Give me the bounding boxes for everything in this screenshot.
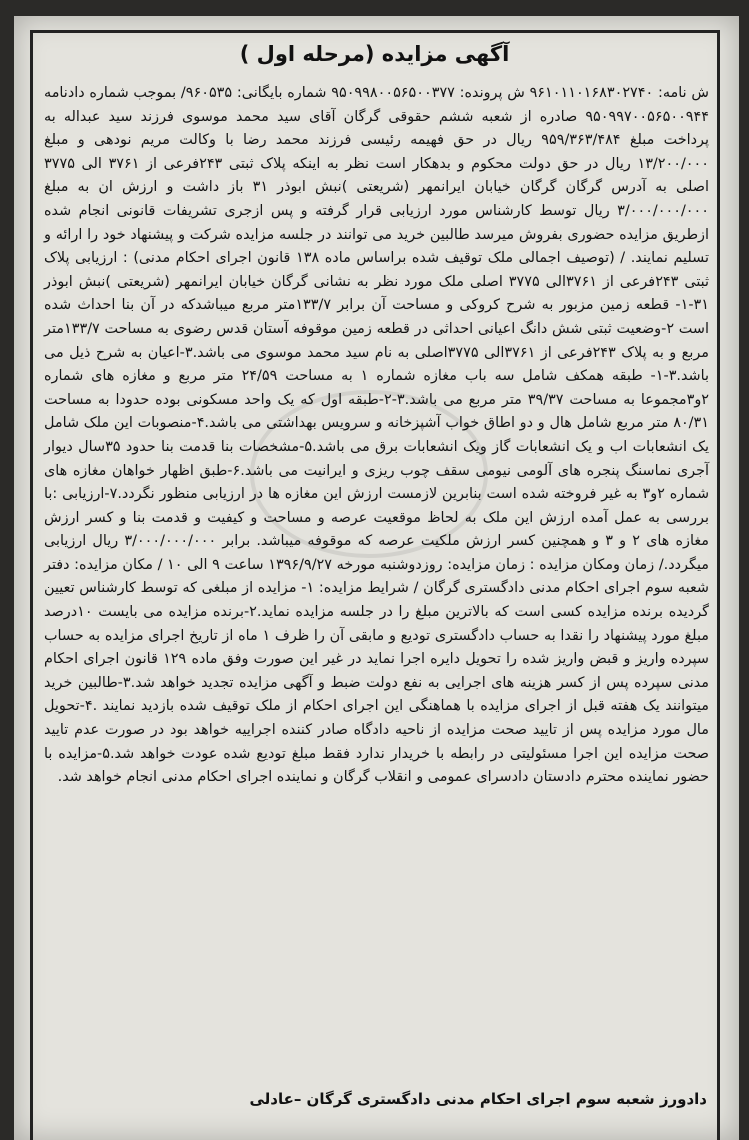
- notice-body: [44, 82, 709, 790]
- notice-paragraph: ش نامه: ۹۶۱۰۱۱۰۱۶۸۳۰۲۷۴۰ ش پرونده: ۹۵۰۹۹۸۰۰۵۶۵۰۰۳۷۷ شماره بایگانی: ۹۶۰۵۳۵/ بموجب شماره دادنامه ۹۵۰۹۹۷۰۰۵۶۵۰۰۹۴۴ صادره از شعبه ششم حقوقی گرگان آقای سید محمد موسوی فرزند سید عبداله به پرداخت مبلغ ۹۵۹/۳۶۳/۴۸۴ ریال در حق فهیمه رئیسی فرزند محمد رضا با وکالت مریم نودهی و مبلغ ۱۳/۲۰۰/۰۰۰ ریال در حق دولت محکوم و بدهکار است نظر به اینکه پلاک ثبتی ۲۴۳فرعی از ۳۷۶۱ الی ۳۷۷۵ اصلی به آدرس گرگان گرگان خیابان ایرانمهر (شریعتی )نبش ابوذر ۳۱ باز داشت و ارزش ان به مبلغ ۳/۰۰۰/۰۰۰/۰۰۰ ریال توسط کارشناس مورد ارزیابی قرار گرفته و پس ازجری تشریفات قانونی انجام شده ازطریق مزایده حضوری بفروش میرسد طالبین خرید می توانند در جلسه مزایده شرکت و پیشنهاد خود را ارائه و تسلیم نمایند. / (توصیف اجمالی ملک توقیف شده براساس ماده ۱۳۸ قانون اجرای احکام مدنی) : ارزیابی پلاک ثبتی ۲۴۳فرعی از ۳۷۶۱الی ۳۷۷۵ اصلی ملک مورد نظر به نشانی گرگان خیابان ایرانمهر (شریعتی )نبش ابوذر ۳۱-۱- قطعه زمین مزبور به شرح کروکی و مساحت آن برابر ۱۳۳/۷متر مربع میباشدکه در آن بنا احداث شده است ۲-وضعیت ثبتی شش دانگ اعیانی احداثی در قطعه زمین موقوفه آستان قدس رضوی به مساحت ۱۳۳/۷متر مربع و به پلاک ۲۴۳فرعی از ۳۷۶۱الی ۳۷۷۵اصلی به نام سید محمد موسوی می باشد.۳-اعیان به شرح ذیل می باشد.۳-۱- طبقه همکف شامل سه باب مغازه شماره ۱ به مساحت ۲۴/۵۹ متر مربع و مغازه های شماره ۲و۳مجموعا به مساحت ۳۹/۳۷ متر مربع می باشد.۳-۲-طبقه اول که یک واحد مسکونی بوده حدودا به مساحت ۸۰/۳۱ متر مربع شامل هال و دو اطاق خواب آشپزخانه و سرویس بهداشتی می باشد.۴-منصوبات این ملک شامل یک انشعابات اب و یک انشعابات گاز ویک انشعابات برق می باشد.۵-مشخصات بنا قدمت بنا حدود ۳۵سال دیوار آجری نماسنگ پنجره های آلومی نیومی سقف چوب ریزی و ایرانیت می باشد.۶-طبق اظهار خواهان مغازه های شماره ۲و۳ به غیر فروخته شده است بنابرین لازمست ارزش این مغازه ها در ارزیابی منظور نگردد.۷-ارزیابی :با بررسی به عمل آمده ارزش این ملک به لحاظ موقعیت عرصه و مساحت و کیفیت و قدمت بنا و کسر ارزش مغازه های ۲ و ۳ و همچنین کسر ارزش ملکیت عرصه که موقوفه میباشد. برابر ۳/۰۰۰/۰۰۰/۰۰۰ ریال ارزیابی میگردد./ زمان ومکان مزایده : زمان مزایده: روزدوشنبه مورخه ۱۳۹۶/۹/۲۷ ساعت ۹ الی ۱۰ / مکان مزایده: دفتر شعبه سوم اجرای احکام مدنی دادگستری گرگان / شرایط مزایده: ۱- مزایده از مبلغی که توسط کارشناس تعیین گردیده برنده مزایده کسی است که بالاترین مبلغ را در جلسه مزایده نماید.۲-برنده مزایده می بایست ۱۰درصد مبلغ مورد پیشنهاد را نقدا به حساب دادگستری تودیع و مابقی آن را ظرف ۱ ماه از تاریخ اجرای مزایده به حساب سپرده واریز و قبض واریز شده را تحویل دایره اجرا نماید در غیر این صورت وفق ماده ۱۲۹ قانون اجرای احکام مدنی سپرده پس از کسر هزینه های اجرایی به نفع دولت ضبط و آگهی مزایده تجدید خواهد شد.۳-طالبین خرید میتوانند یک هفته قبل از اجرای مزایده با هماهنگی این اجرای احکام از ملک توقیف شده بازدید نمایند .۴-تحویل مال مورد مزایده پس از تایید صحت مزایده از ناحیه دادگاه صادر کننده اجراییه خواهد بود در صورت عدم تایید صحت مزایده این اجرا مسئولیتی در رابطه با خریدار ندارد فقط مبلغ تودیع شده عودت خواهد شد.۵-مزایده با حضور نماینده محترم دادستان دادسرای عمومی و انقلاب گرگان و نماینده اجرای احکام مدنی انجام خواهد شد.: [44, 85, 710, 786]
- notice-title: آگهی مزایده (مرحله اول ): [239, 42, 510, 66]
- notice-signature: دادورز شعبه سوم اجرای احکام مدنی دادگستری گرگان –عادلی: [249, 1090, 707, 1108]
